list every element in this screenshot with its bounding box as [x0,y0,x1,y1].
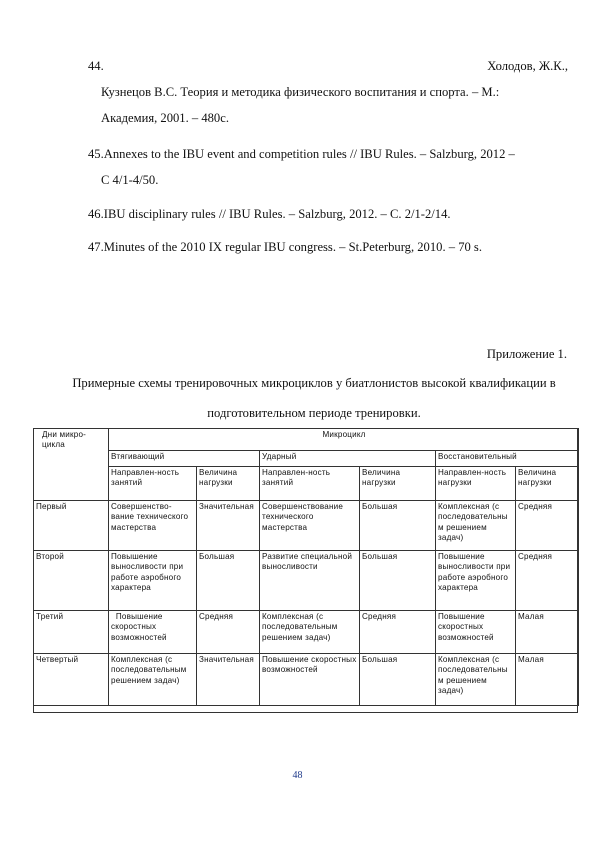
table-cell: Средняя [516,551,579,611]
table-cell: Совершенство- вание технического мастерства [109,501,197,551]
table-cell: Средняя [360,611,436,654]
table-cell: Развитие специальной выносливости [260,551,360,611]
reference-text: Minutes of the 2010 IX regular IBU congress. – St.Peterburg, 2010. – 70 s. [103,240,482,254]
table-cell: Значительная [197,654,260,706]
table-cell: Повышение выносливости при работе аэробного характера [436,551,516,611]
appendix-label: Приложение 1. [486,347,567,361]
reference-item [88,141,568,193]
table-caption: Примерные схемы тренировочных микроциклов у биатлонистов высокой квалификации в [72,376,556,390]
page-number: 48 [292,770,303,781]
reference-number: 45. [88,147,104,161]
table-caption-line2: подготовительном периоде тренировки. [207,406,421,420]
table-row [34,654,579,706]
sub-header: Направлен-ность занятий [109,467,197,501]
sub-header: Направлен-ность занятий [260,467,360,501]
reference-text: Annexes to the IBU event and competition rules // IBU Rules. – Salzburg, 2012 – [103,147,515,161]
table-corner-header: Дни микро- цикла [34,429,109,501]
table-cell: Совершенствование технического мастерства [260,501,360,551]
table-cell: Большая [360,501,436,551]
table-cell: Повышение скоростных возможностей [436,611,516,654]
day-cell: Четвертый [34,654,109,706]
cycle-header: Восстановительный [436,451,579,467]
table-cell: Повышение скоростных возможностей [260,654,360,706]
reference-text: Академия, 2001. – 480с. [101,111,229,125]
table-cell: Большая [197,551,260,611]
day-cell: Третий [34,611,109,654]
reference-text: IBU disciplinary rules // IBU Rules. – Salzburg, 2012. – С. 2/1-2/14. [103,207,451,221]
table-cell: Повышение скоростных возможностей [109,611,197,654]
sub-header: Направлен-ность нагрузки [436,467,516,501]
table-cell: Средняя [516,501,579,551]
reference-text: Холодов, Ж.К., [487,59,568,73]
table-row [34,501,579,551]
day-cell: Первый [34,501,109,551]
microcycle-table [33,428,579,706]
table-cell: Комплексная (с последовательны м решением задач) [436,501,516,551]
table-cell: Малая [516,654,579,706]
sub-header: Величина нагрузки [516,467,579,501]
table-cell: Комплексная (с последовательным решением задач) [260,611,360,654]
reference-text: Кузнецов В.С. Теория и методика физического воспитания и спорта. – М.: [101,85,500,99]
table-cell: Средняя [197,611,260,654]
sub-header: Величина нагрузки [197,467,260,501]
table-cell: Малая [516,611,579,654]
day-cell: Второй [34,551,109,611]
table-cell: Большая [360,654,436,706]
reference-number: 44. [88,59,104,73]
reference-number: 47. [88,240,104,254]
reference-item [88,53,568,131]
cycle-header: Ударный [260,451,436,467]
reference-text: С 4/1-4/50. [101,173,159,187]
table-cell: Повышение выносливости при работе аэробного характера [109,551,197,611]
table-row [34,611,579,654]
cycle-header: Втягивающий [109,451,260,467]
reference-number: 46. [88,207,104,221]
reference-item [88,234,568,260]
table-cell: Комплексная (с последовательным решением задач) [109,654,197,706]
table-group-header: Микроцикл [109,429,579,451]
sub-header: Величина нагрузки [360,467,436,501]
table-cell: Значительная [197,501,260,551]
reference-item [88,201,568,227]
table-cell: Большая [360,551,436,611]
table-row [34,551,579,611]
table-cell: Комплексная (с последовательны м решением задач) [436,654,516,706]
